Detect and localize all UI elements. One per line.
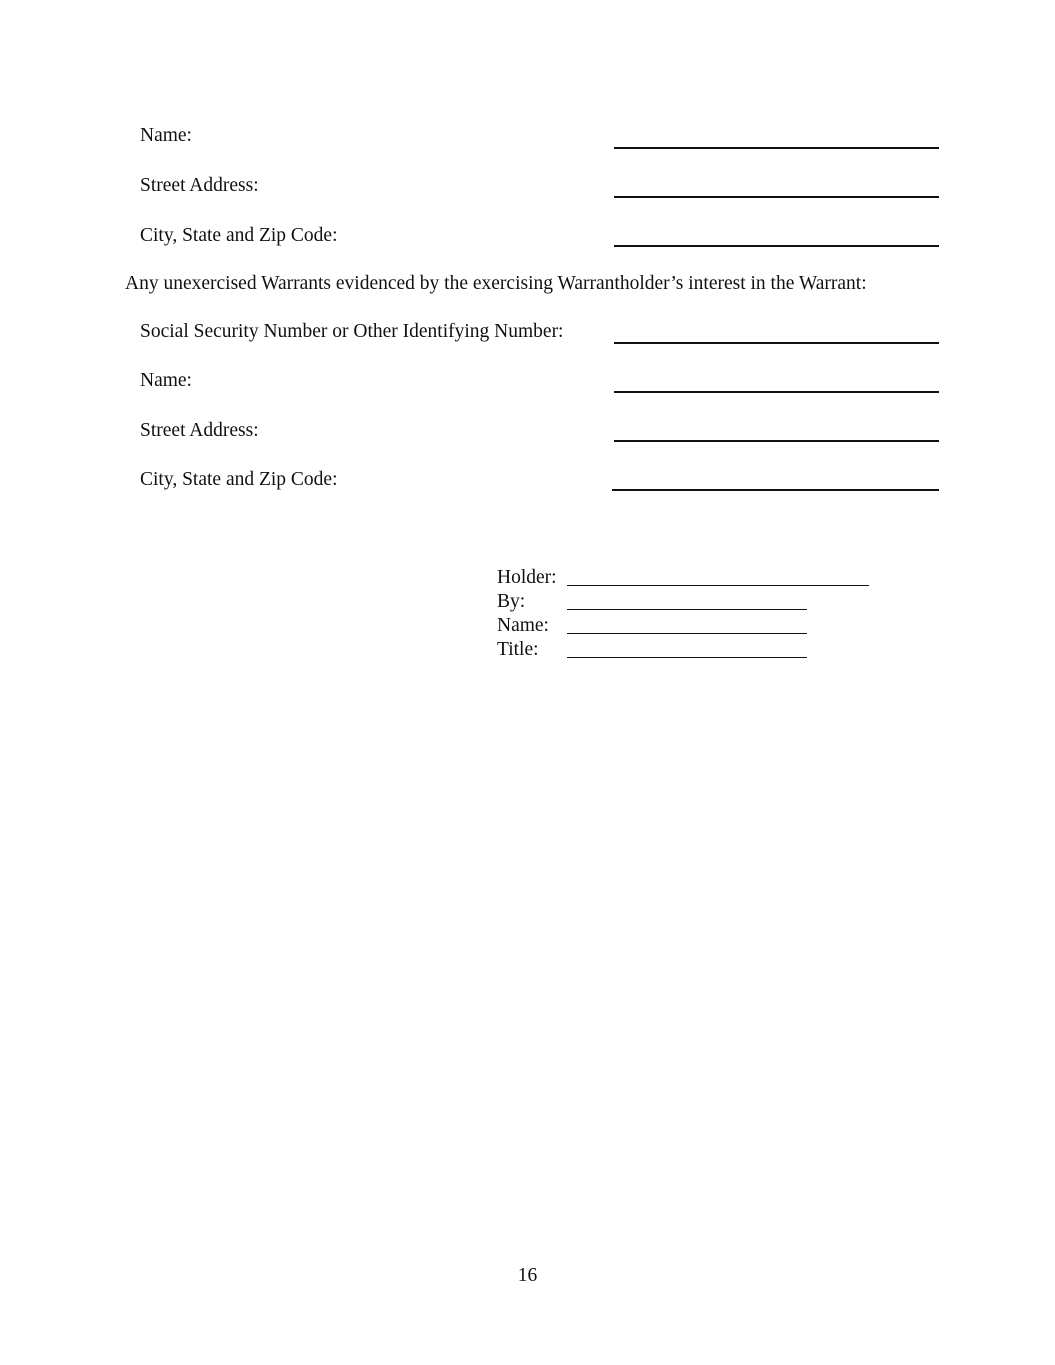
city-state-zip-field-line[interactable] <box>614 245 939 247</box>
field-label-ssn: Social Security Number or Other Identifying Number: <box>140 321 564 342</box>
by-label: By: <box>497 591 526 612</box>
by-signature-line[interactable] <box>567 609 807 610</box>
name-field-line-2[interactable] <box>614 391 939 393</box>
unexercised-warrants-paragraph: Any unexercised Warrants evidenced by the exercising Warrantholder’s interest in the Warrant: <box>125 273 867 294</box>
ssn-field-line[interactable] <box>614 342 939 344</box>
holder-label: Holder: <box>497 567 557 588</box>
street-address-field-line[interactable] <box>614 196 939 198</box>
field-label-name-2: Name: <box>140 370 192 391</box>
title-label: Title: <box>497 639 539 660</box>
holder-signature-line[interactable] <box>567 585 869 586</box>
signature-name-label: Name: <box>497 615 549 636</box>
city-state-zip-field-line-2[interactable] <box>612 489 939 491</box>
field-label-city-state-zip-2: City, State and Zip Code: <box>140 469 338 490</box>
page-number: 16 <box>517 1265 538 1286</box>
field-label-street-address-2: Street Address: <box>140 420 259 441</box>
field-label-street-address: Street Address: <box>140 175 259 196</box>
field-label-name: Name: <box>140 125 192 146</box>
signature-name-line[interactable] <box>567 633 807 634</box>
name-field-line[interactable] <box>614 147 939 149</box>
street-address-field-line-2[interactable] <box>614 440 939 442</box>
title-signature-line[interactable] <box>567 657 807 658</box>
field-label-city-state-zip: City, State and Zip Code: <box>140 225 338 246</box>
